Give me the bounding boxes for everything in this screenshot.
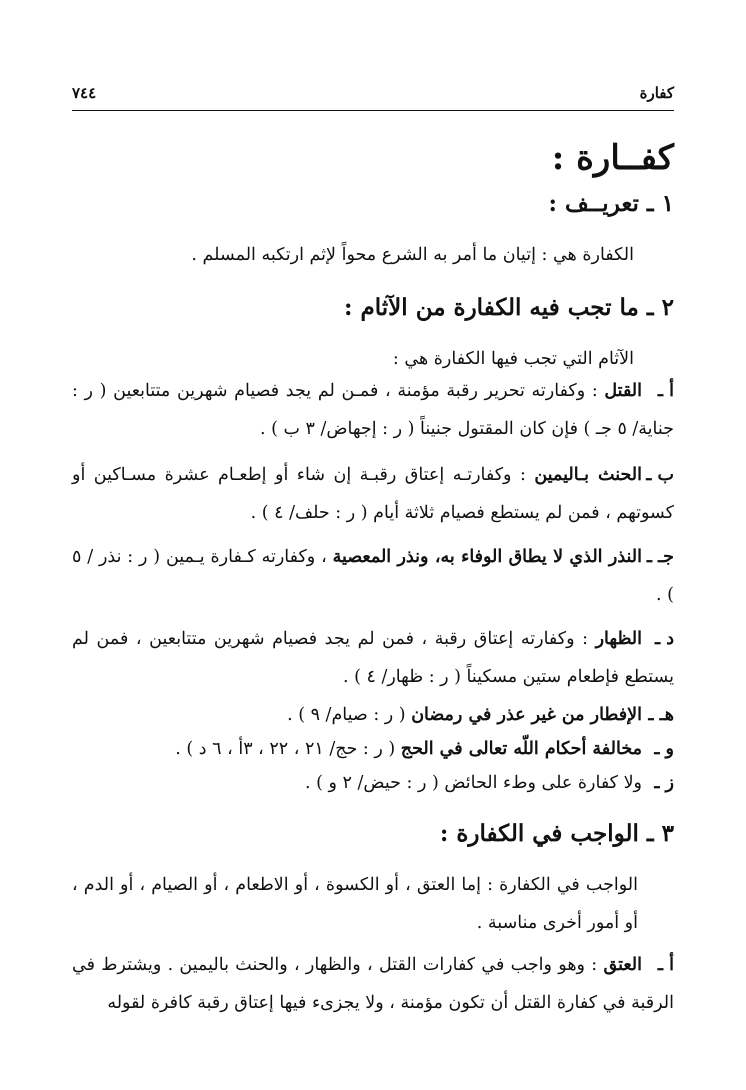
item-text: : وكفارته إعتاق رقبة ، فمن لم يجد فصيام شهرين متتابعين ، فمن لم يستطع فإطعام ستين مسكيناً ( ر : ظهار/ ٤ ) . <box>72 629 674 687</box>
page-header <box>72 84 674 111</box>
item-text: : وكفارتـه إعتاق رقبـة إن شاء أو إطعـام عشرة مسـاكين أو كسوتهم ، فمن لم يستطع فصيام ثلاثة أيام ( ر : حلف/ ٤ ) . <box>72 465 674 523</box>
item-text: : وكفارته تحرير رقبة مؤمنة ، فمـن لم يجد فصيام شهرين متتابعين ( ر : جناية/ ٥ جـ ) فإن كان المقتول جنيناً ( ر : إجهاض/ ٣ ب ) . <box>72 381 674 439</box>
item-term: الحنث بـاليمين <box>534 465 642 485</box>
item-marker: أ ـ <box>657 381 674 401</box>
running-title: كفارة <box>639 84 674 102</box>
section-heading-obligation: ٣ ـ الواجب في الكفارة : <box>439 820 674 847</box>
paragraph-text: الواجب في الكفارة : إما العتق ، أو الكسوة ، أو الاطعام ، أو الصيام ، أو الدم ، أو أمور أخرى مناسبة . <box>72 875 638 933</box>
item-text: ( ر : صيام/ ٩ ) . <box>287 705 412 725</box>
item-term: الإفطار من غير عذر في رمضان <box>411 705 642 725</box>
list-item <box>72 372 674 448</box>
section-heading-sins: ٢ ـ ما تجب فيه الكفارة من الآثام : <box>344 294 674 321</box>
item-text: ، وكفارته كـفارة يـمين ( ر : نذر / ٥ ) . <box>72 547 674 605</box>
item-term: القتل <box>604 381 642 401</box>
item-text: ولا كفارة على وطء الحائض ( ر : حيض/ ٢ و ) . <box>305 773 642 793</box>
section-heading-definition: ١ ـ تعريــف : <box>548 190 674 217</box>
sins-intro: الآثام التي تجب فيها الكفارة هي : <box>392 349 634 369</box>
item-term: الظهار <box>595 629 642 649</box>
list-item <box>72 620 674 696</box>
item-text: : وهو واجب في كفارات القتل ، والظهار ، والحنث باليمين . ويشترط في الرقبة في كفارة القتل أن تكون مؤمنة ، ولا يجزىء فيها إعتاق رقبة كافرة لقوله <box>72 955 674 1013</box>
item-marker: و ـ <box>654 739 674 759</box>
item-term: النذر الذي لا يطاق الوفاء به، ونذر المعصية <box>332 547 642 567</box>
obligation-paragraph <box>72 866 638 942</box>
item-marker: ز ـ <box>654 773 674 793</box>
entry-title: كفــارة : <box>551 138 674 178</box>
list-item <box>72 764 674 802</box>
item-marker: أ ـ <box>657 955 674 975</box>
list-item <box>72 946 674 1022</box>
item-marker: هـ ـ <box>648 705 674 725</box>
item-text: ( ر : حج/ ٢١ ، ٢٢ ، ٣أ ، ٦ د ) . <box>175 739 401 759</box>
definition-paragraph: الكفارة هي : إتيان ما أمر به الشرع محواً لإثم ارتكبه المسلم . <box>191 245 634 265</box>
list-item <box>72 456 674 532</box>
list-item <box>72 696 674 734</box>
list-item <box>72 538 674 614</box>
item-marker: د ـ <box>654 629 674 649</box>
item-term: مخالفة أحكام اللّه تعالى في الحج <box>400 739 642 759</box>
item-marker: جـ ـ <box>646 547 674 567</box>
page-number: ٧٤٤ <box>72 84 97 102</box>
item-marker: ب ـ <box>646 465 674 485</box>
item-term: العتق <box>603 955 642 975</box>
list-item <box>72 730 674 768</box>
